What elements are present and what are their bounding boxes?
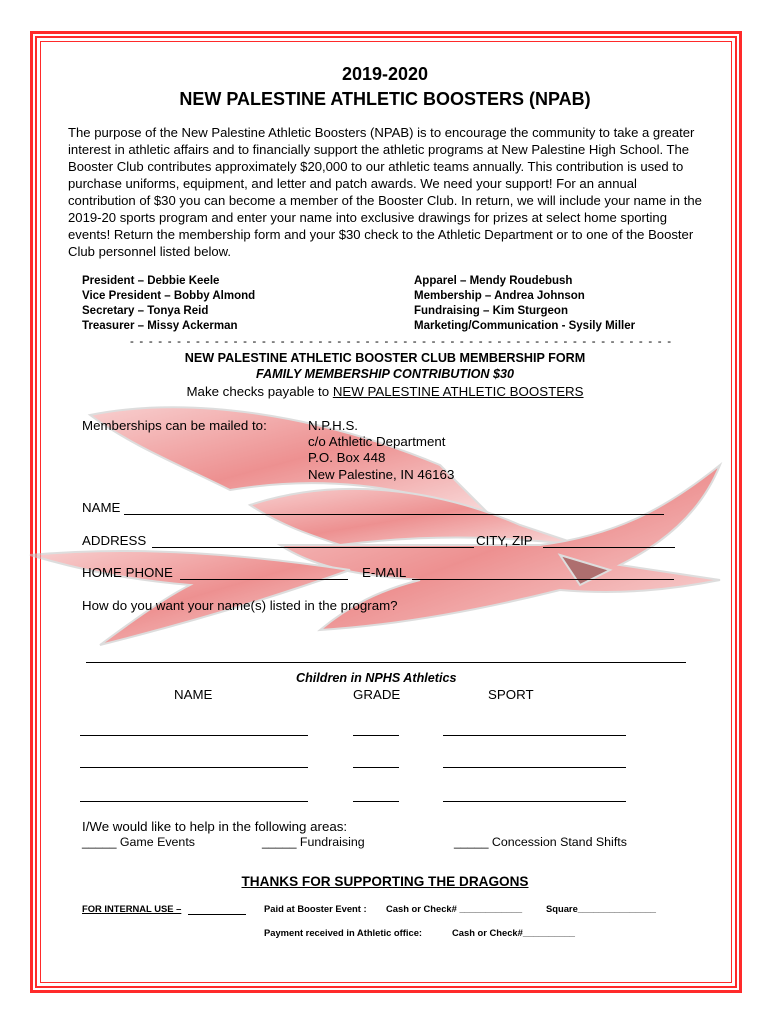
payment-office-label: Payment received in Athletic office:: [264, 927, 423, 938]
thanks-banner: THANKS FOR SUPPORTING THE DRAGONS: [241, 874, 529, 889]
checks-payable-line: [0, 384, 770, 399]
children-col-sport: SPORT: [488, 687, 534, 702]
child-1-grade-field[interactable]: [353, 735, 399, 736]
internal-use-label: FOR INTERNAL USE –: [82, 903, 182, 914]
children-heading: Children in NPHS Athletics: [296, 671, 457, 685]
child-3-grade-field[interactable]: [353, 801, 399, 802]
address-line-3: P.O. Box 448: [308, 450, 386, 465]
address-label: ADDRESS: [82, 533, 147, 548]
address-field[interactable]: [152, 547, 474, 548]
checks-payable-prefix: Make checks payable to: [186, 384, 333, 399]
cash-check-office-field[interactable]: Cash or Check#__________: [452, 927, 576, 938]
child-1-name-field[interactable]: [80, 735, 308, 736]
cash-check-event-field[interactable]: Cash or Check# ____________: [386, 903, 523, 914]
home-phone-label: HOME PHONE: [82, 565, 173, 580]
email-label: E-MAIL: [362, 565, 407, 580]
paid-at-event-label: Paid at Booster Event :: [264, 903, 367, 914]
officer-secretary: Secretary – Tonya Reid: [82, 305, 209, 317]
mail-label: Memberships can be mailed to:: [82, 418, 267, 433]
title-organization: NEW PALESTINE ATHLETIC BOOSTERS (NPAB): [179, 89, 591, 109]
child-1-sport-field[interactable]: [443, 735, 626, 736]
form-heading: NEW PALESTINE ATHLETIC BOOSTER CLUB MEMBERSHIP FORM: [184, 351, 586, 365]
name-label: NAME: [82, 500, 121, 515]
city-zip-label: CITY, ZIP: [476, 533, 533, 548]
help-option-game-events[interactable]: _____ Game Events: [82, 835, 195, 849]
cut-line-divider: - - - - - - - - - - - - - - - - - - - - - - - - - - - - - - - - - - - - - - - - - - - - - - - - - - - - - - - - - -: [130, 336, 673, 348]
officer-apparel: Apparel – Mendy Roudebush: [414, 275, 573, 287]
home-phone-field[interactable]: [180, 579, 348, 580]
child-2-name-field[interactable]: [80, 767, 308, 768]
internal-use-field[interactable]: [188, 914, 246, 915]
child-3-name-field[interactable]: [80, 801, 308, 802]
officer-membership: Membership – Andrea Johnson: [414, 290, 585, 302]
officer-fundraising: Fundraising – Kim Sturgeon: [414, 305, 568, 317]
title-year: 2019-2020: [341, 64, 429, 84]
checks-payee: NEW PALESTINE ATHLETIC BOOSTERS: [332, 384, 584, 399]
officer-president: President – Debbie Keele: [82, 275, 220, 287]
child-2-grade-field[interactable]: [353, 767, 399, 768]
email-field[interactable]: [412, 579, 674, 580]
help-option-concession[interactable]: _____ Concession Stand Shifts: [454, 835, 627, 849]
name-field[interactable]: [124, 514, 664, 515]
help-prompt: I/We would like to help in the following areas:: [82, 819, 348, 834]
child-3-sport-field[interactable]: [443, 801, 626, 802]
officer-marketing: Marketing/Communication - Sysily Miller: [414, 320, 636, 332]
child-2-sport-field[interactable]: [443, 767, 626, 768]
officer-vice-president: Vice President – Bobby Almond: [82, 290, 256, 302]
address-line-4: New Palestine, IN 46163: [308, 467, 455, 482]
square-field[interactable]: Square_______________: [546, 903, 656, 914]
help-option-fundraising[interactable]: _____ Fundraising: [262, 835, 365, 849]
address-line-2: c/o Athletic Department: [308, 434, 446, 449]
form-subheading: FAMILY MEMBERSHIP CONTRIBUTION $30: [256, 367, 514, 381]
intro-paragraph: The purpose of the New Palestine Athletic Boosters (NPAB) is to encourage the community to take a greater interest in athletic affairs and to financially support the athletic programs at New Palestine High School. The Booster Club contributes approximately $20,000 to our athletic teams annually. This contribution is used to purchase uniforms, equipment, and letter and patch awards. We need your support! For an annual contribution of $30 you can become a member of the Booster Club. In return, we will include your name in the 2019-20 sports program and enter your name into exclusive drawings for prizes at select home sporting events! Return the membership form and your $30 check to the Athletic Department or to one of the Booster Club personnel listed below.: [68, 125, 702, 259]
listing-question: How do you want your name(s) listed in the program?: [82, 598, 398, 613]
address-line-1: N.P.H.S.: [308, 418, 359, 433]
officer-treasurer: Treasurer – Missy Ackerman: [82, 320, 238, 332]
city-zip-field[interactable]: [543, 547, 675, 548]
children-col-grade: GRADE: [353, 687, 401, 702]
listing-answer-field[interactable]: [86, 662, 686, 663]
children-col-name: NAME: [174, 687, 213, 702]
